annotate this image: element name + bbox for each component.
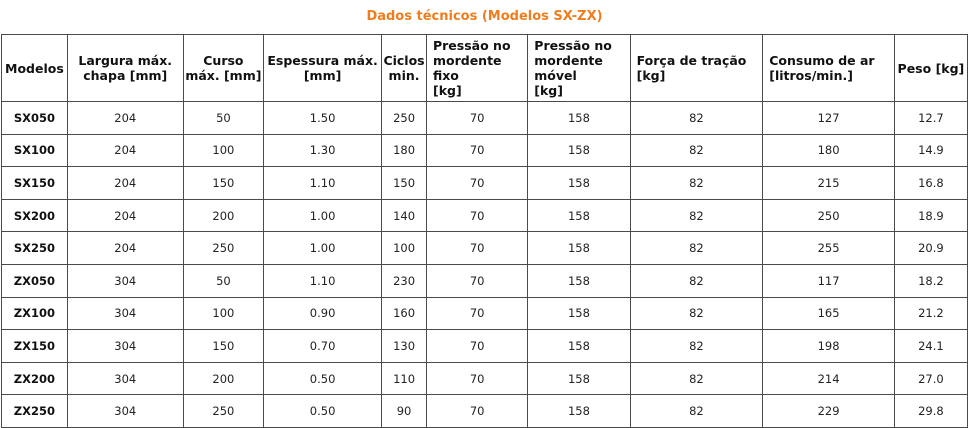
cell-ciclos: 140 (382, 199, 427, 232)
cell-model: ZX100 (2, 297, 68, 330)
header-modelos: Modelos (2, 35, 68, 102)
cell-pressao-fixo: 70 (426, 199, 527, 232)
table-row (2, 330, 968, 363)
cell-consumo: 229 (763, 395, 895, 428)
cell-pressao-fixo: 70 (426, 330, 527, 363)
header-peso: Peso [kg] (894, 35, 967, 102)
cell-espessura: 1.50 (264, 102, 382, 135)
specs-table (1, 34, 968, 428)
cell-consumo: 165 (763, 297, 895, 330)
cell-forca: 82 (630, 134, 763, 167)
cell-espessura: 1.30 (264, 134, 382, 167)
cell-pressao-movel: 158 (528, 362, 630, 395)
cell-curso: 100 (183, 134, 263, 167)
cell-espessura: 0.50 (264, 395, 382, 428)
cell-model: ZX250 (2, 395, 68, 428)
table-row (2, 167, 968, 200)
cell-pressao-movel: 158 (528, 264, 630, 297)
cell-largura: 204 (67, 134, 183, 167)
cell-model: SX250 (2, 232, 68, 265)
cell-largura: 304 (67, 297, 183, 330)
cell-curso: 250 (183, 232, 263, 265)
cell-espessura: 1.00 (264, 199, 382, 232)
cell-ciclos: 130 (382, 330, 427, 363)
cell-pressao-fixo: 70 (426, 134, 527, 167)
cell-largura: 304 (67, 330, 183, 363)
cell-peso: 18.2 (894, 264, 967, 297)
cell-pressao-movel: 158 (528, 297, 630, 330)
cell-consumo: 215 (763, 167, 895, 200)
cell-model: SX150 (2, 167, 68, 200)
cell-largura: 204 (67, 232, 183, 265)
table-row (2, 395, 968, 428)
cell-pressao-movel: 158 (528, 199, 630, 232)
cell-forca: 82 (630, 167, 763, 200)
cell-consumo: 127 (763, 102, 895, 135)
cell-espessura: 0.50 (264, 362, 382, 395)
cell-peso: 12.7 (894, 102, 967, 135)
cell-ciclos: 160 (382, 297, 427, 330)
cell-model: SX100 (2, 134, 68, 167)
cell-forca: 82 (630, 199, 763, 232)
header-consumo: Consumo de ar [litros/min.] (763, 35, 895, 102)
header-largura: Largura máx. chapa [mm] (67, 35, 183, 102)
cell-pressao-movel: 158 (528, 395, 630, 428)
cell-pressao-movel: 158 (528, 330, 630, 363)
cell-peso: 27.0 (894, 362, 967, 395)
cell-peso: 20.9 (894, 232, 967, 265)
cell-model: SX200 (2, 199, 68, 232)
cell-peso: 16.8 (894, 167, 967, 200)
cell-pressao-fixo: 70 (426, 232, 527, 265)
cell-pressao-fixo: 70 (426, 167, 527, 200)
cell-peso: 18.9 (894, 199, 967, 232)
cell-ciclos: 90 (382, 395, 427, 428)
header-row (2, 35, 968, 102)
cell-consumo: 198 (763, 330, 895, 363)
cell-ciclos: 110 (382, 362, 427, 395)
cell-forca: 82 (630, 264, 763, 297)
header-espessura: Espessura máx. [mm] (264, 35, 382, 102)
cell-curso: 50 (183, 264, 263, 297)
cell-pressao-movel: 158 (528, 102, 630, 135)
table-row (2, 232, 968, 265)
cell-curso: 250 (183, 395, 263, 428)
cell-pressao-fixo: 70 (426, 362, 527, 395)
cell-forca: 82 (630, 297, 763, 330)
cell-forca: 82 (630, 395, 763, 428)
cell-largura: 204 (67, 102, 183, 135)
cell-pressao-fixo: 70 (426, 102, 527, 135)
table-title: Dados técnicos (Modelos SX-ZX) (366, 9, 603, 24)
cell-model: SX050 (2, 102, 68, 135)
cell-model: ZX200 (2, 362, 68, 395)
cell-consumo: 214 (763, 362, 895, 395)
cell-peso: 24.1 (894, 330, 967, 363)
cell-pressao-fixo: 70 (426, 395, 527, 428)
table-row (2, 199, 968, 232)
cell-consumo: 180 (763, 134, 895, 167)
cell-pressao-movel: 158 (528, 232, 630, 265)
cell-forca: 82 (630, 362, 763, 395)
header-ciclos: Ciclos min. (382, 35, 427, 102)
table-body (2, 102, 968, 428)
cell-ciclos: 180 (382, 134, 427, 167)
header-forca: Força de tração [kg] (630, 35, 763, 102)
cell-curso: 150 (183, 167, 263, 200)
cell-espessura: 0.70 (264, 330, 382, 363)
header-curso: Curso máx. [mm] (183, 35, 263, 102)
cell-largura: 204 (67, 167, 183, 200)
cell-peso: 21.2 (894, 297, 967, 330)
cell-peso: 29.8 (894, 395, 967, 428)
cell-espessura: 0.90 (264, 297, 382, 330)
table-row (2, 264, 968, 297)
cell-consumo: 250 (763, 199, 895, 232)
cell-model: ZX050 (2, 264, 68, 297)
cell-curso: 200 (183, 199, 263, 232)
cell-consumo: 255 (763, 232, 895, 265)
cell-ciclos: 150 (382, 167, 427, 200)
header-pressao-fixo: Pressão no mordente fixo [kg] (426, 35, 527, 102)
table-row (2, 362, 968, 395)
cell-largura: 304 (67, 264, 183, 297)
header-pressao-movel: Pressão no mordente móvel [kg] (528, 35, 630, 102)
cell-espessura: 1.00 (264, 232, 382, 265)
cell-curso: 50 (183, 102, 263, 135)
cell-forca: 82 (630, 232, 763, 265)
cell-espessura: 1.10 (264, 264, 382, 297)
cell-curso: 100 (183, 297, 263, 330)
cell-largura: 304 (67, 362, 183, 395)
cell-pressao-movel: 158 (528, 167, 630, 200)
cell-ciclos: 230 (382, 264, 427, 297)
cell-largura: 304 (67, 395, 183, 428)
cell-forca: 82 (630, 102, 763, 135)
cell-curso: 200 (183, 362, 263, 395)
cell-pressao-fixo: 70 (426, 297, 527, 330)
cell-curso: 150 (183, 330, 263, 363)
cell-ciclos: 250 (382, 102, 427, 135)
cell-forca: 82 (630, 330, 763, 363)
cell-pressao-movel: 158 (528, 134, 630, 167)
cell-largura: 204 (67, 199, 183, 232)
table-row (2, 134, 968, 167)
cell-consumo: 117 (763, 264, 895, 297)
table-row (2, 102, 968, 135)
cell-peso: 14.9 (894, 134, 967, 167)
cell-model: ZX150 (2, 330, 68, 363)
cell-ciclos: 100 (382, 232, 427, 265)
cell-espessura: 1.10 (264, 167, 382, 200)
table-row (2, 297, 968, 330)
cell-pressao-fixo: 70 (426, 264, 527, 297)
